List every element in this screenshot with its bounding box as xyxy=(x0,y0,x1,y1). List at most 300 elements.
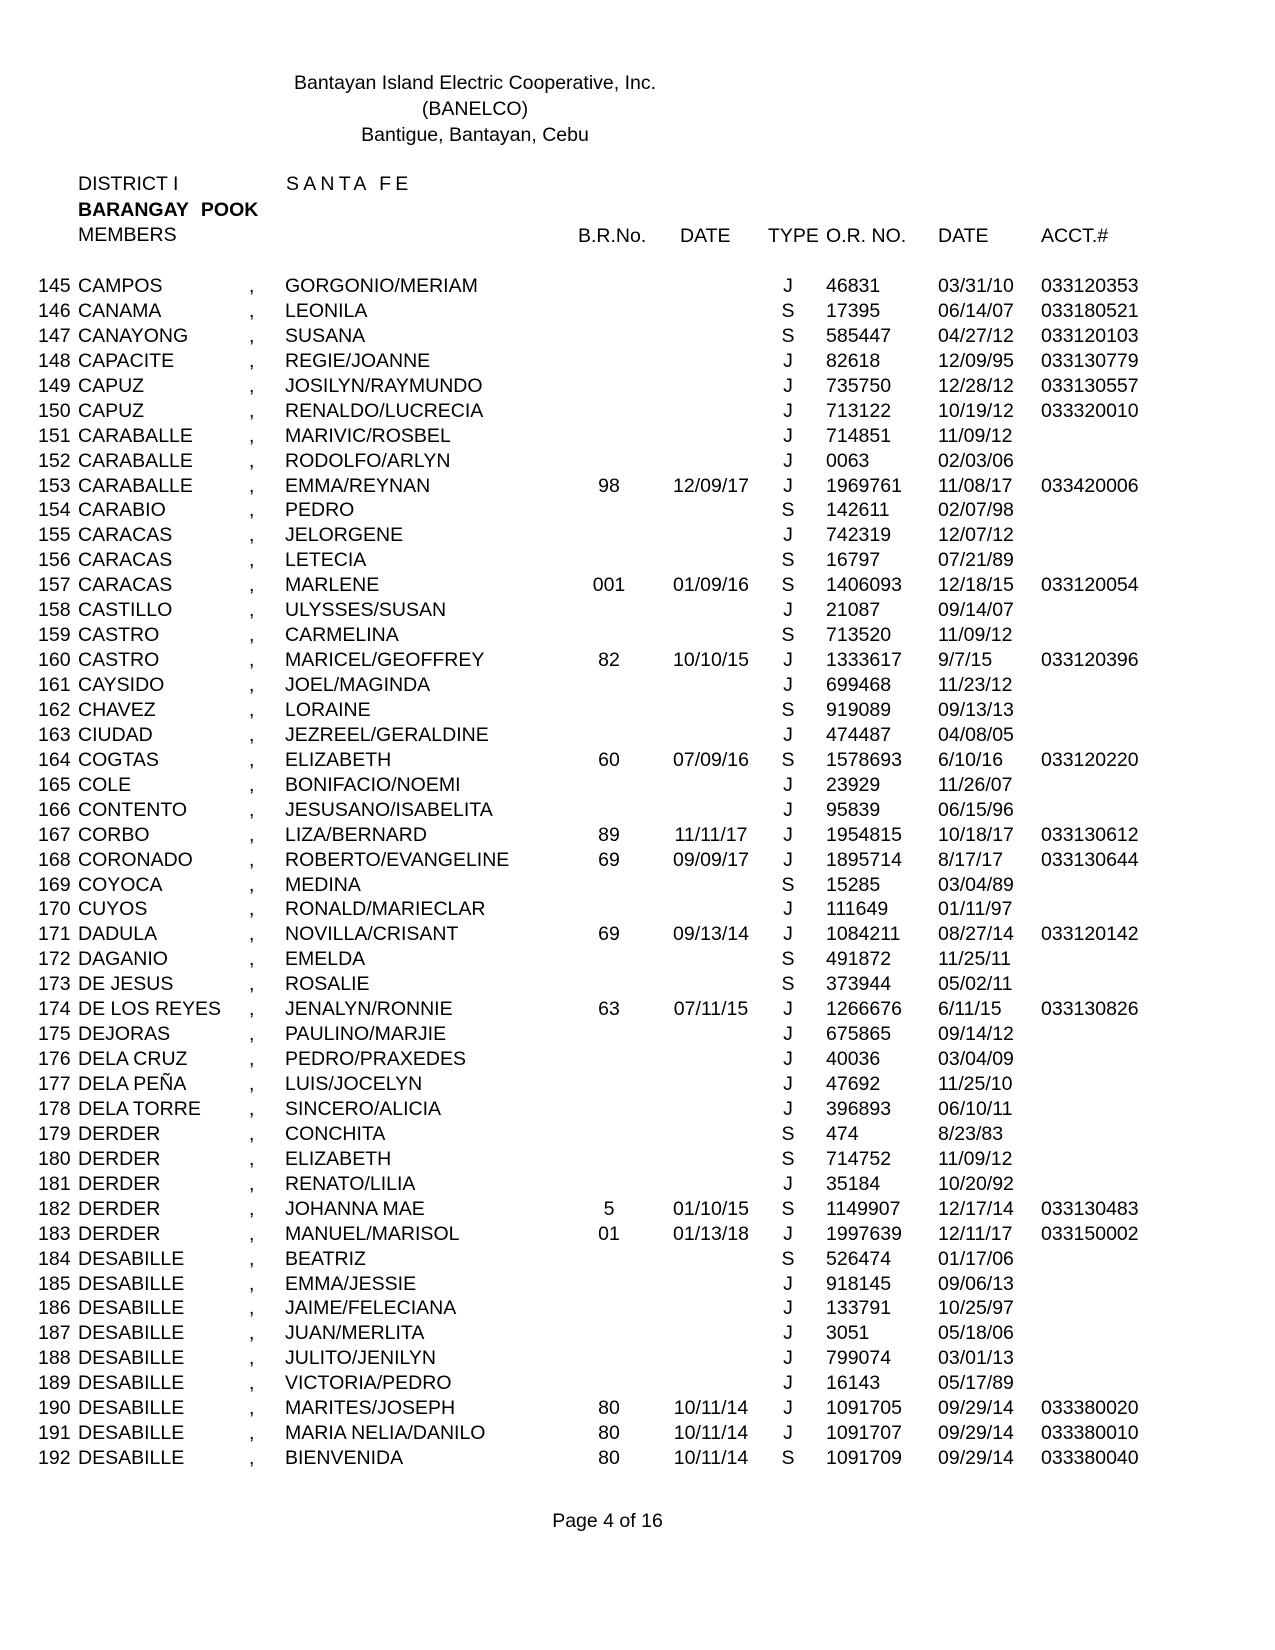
row-or-no: 23929 xyxy=(826,773,881,796)
row-type: S xyxy=(781,698,795,721)
row-first-name: LORAINE xyxy=(285,698,371,721)
row-separator: , xyxy=(249,1247,255,1270)
row-separator: , xyxy=(249,1372,255,1395)
row-br-no: 5 xyxy=(603,1197,615,1220)
row-or-date: 12/17/14 xyxy=(938,1197,1014,1220)
row-surname: CASTRO xyxy=(78,624,160,647)
row-or-no: 713122 xyxy=(826,399,892,422)
row-or-date: 09/14/12 xyxy=(938,1023,1014,1046)
row-type: S xyxy=(781,549,795,572)
row-seq-no: 155 xyxy=(38,524,71,547)
row-first-name: VICTORIA/PEDRO xyxy=(285,1372,452,1395)
row-or-date: 10/25/97 xyxy=(938,1297,1014,1320)
row-seq-no: 146 xyxy=(38,299,71,322)
row-surname: DESABILLE xyxy=(78,1247,185,1270)
row-seq-no: 181 xyxy=(38,1172,71,1195)
table-row xyxy=(0,1272,1275,1297)
row-seq-no: 151 xyxy=(38,424,71,447)
row-acct-no: 033130779 xyxy=(1041,349,1139,372)
row-type: J xyxy=(783,1347,793,1370)
row-separator: , xyxy=(249,1122,255,1145)
row-first-name: MARIA NELIA/DANILO xyxy=(285,1422,486,1445)
column-header-or-date: DATE xyxy=(938,225,989,247)
row-or-no: 21087 xyxy=(826,599,881,622)
row-separator: , xyxy=(249,449,255,472)
row-separator: , xyxy=(249,873,255,896)
row-type: J xyxy=(783,474,793,497)
row-first-name: ROBERTO/EVANGELINE xyxy=(285,848,510,871)
row-first-name: JOSILYN/RAYMUNDO xyxy=(285,374,483,397)
row-separator: , xyxy=(249,1097,255,1120)
row-surname: CIUDAD xyxy=(78,723,153,746)
row-surname: CHAVEZ xyxy=(78,698,156,721)
row-type: S xyxy=(781,499,795,522)
row-surname: DESABILLE xyxy=(78,1447,185,1470)
row-acct-no: 033130612 xyxy=(1041,823,1139,846)
row-first-name: JESUSANO/ISABELITA xyxy=(285,798,493,821)
row-or-date: 11/09/12 xyxy=(938,624,1013,647)
row-surname: DESABILLE xyxy=(78,1297,185,1320)
row-br-date: 10/11/14 xyxy=(673,1422,749,1445)
row-br-date: 09/13/14 xyxy=(673,923,749,946)
row-type: S xyxy=(781,574,795,597)
row-first-name: BIENVENIDA xyxy=(285,1447,404,1470)
row-or-no: 373944 xyxy=(826,973,892,996)
row-seq-no: 158 xyxy=(38,599,71,622)
row-or-date: 09/29/14 xyxy=(938,1422,1014,1445)
row-seq-no: 165 xyxy=(38,773,71,796)
row-seq-no: 177 xyxy=(38,1073,71,1095)
barangay-row xyxy=(78,198,259,224)
row-type: J xyxy=(783,374,793,397)
row-seq-no: 154 xyxy=(38,499,71,522)
row-first-name: PEDRO xyxy=(285,499,355,522)
row-separator: , xyxy=(249,1422,255,1445)
row-or-no: 111649 xyxy=(826,898,889,921)
row-type: J xyxy=(783,898,793,921)
row-or-no: 713520 xyxy=(826,624,892,647)
row-or-date: 07/21/89 xyxy=(938,549,1014,572)
row-surname: COLE xyxy=(78,773,132,796)
row-seq-no: 161 xyxy=(38,674,71,696)
row-surname: CARABALLE xyxy=(78,449,193,472)
row-or-no: 1406093 xyxy=(826,574,902,597)
row-or-no: 1149907 xyxy=(826,1197,901,1220)
row-first-name: MARLENE xyxy=(285,574,380,597)
row-or-no: 1895714 xyxy=(826,848,902,871)
row-acct-no: 033380040 xyxy=(1041,1447,1139,1470)
row-surname: CANAYONG xyxy=(78,324,189,347)
row-type: J xyxy=(783,773,793,796)
row-br-date: 10/11/14 xyxy=(673,1397,749,1420)
row-surname: DESABILLE xyxy=(78,1272,185,1295)
row-or-date: 12/18/15 xyxy=(938,574,1014,597)
row-type: S xyxy=(781,1247,795,1270)
row-separator: , xyxy=(249,299,255,322)
row-separator: , xyxy=(249,599,255,622)
row-or-no: 799074 xyxy=(826,1347,892,1370)
table-row xyxy=(0,299,1275,324)
row-type: J xyxy=(783,823,793,846)
barangay-heading xyxy=(78,198,258,224)
row-br-date: 07/09/16 xyxy=(673,748,749,771)
row-br-no: 001 xyxy=(592,574,626,597)
row-surname: CAPUZ xyxy=(78,399,145,422)
row-or-date: 05/02/11 xyxy=(938,973,1013,996)
table-row xyxy=(0,972,1275,997)
row-seq-no: 173 xyxy=(38,973,71,996)
row-or-date: 11/25/11 xyxy=(938,948,1012,971)
row-seq-no: 169 xyxy=(38,873,71,896)
row-surname: DELA CRUZ xyxy=(78,1048,188,1071)
row-surname: CARABALLE xyxy=(78,424,193,447)
row-type: J xyxy=(783,399,793,422)
table-row xyxy=(0,748,1275,773)
row-separator: , xyxy=(249,823,255,846)
row-type: S xyxy=(781,1122,795,1145)
row-type: J xyxy=(783,1222,793,1245)
row-seq-no: 153 xyxy=(38,474,71,497)
table-row xyxy=(0,498,1275,523)
row-first-name: LUIS/JOCELYN xyxy=(285,1073,423,1095)
row-surname: DE JESUS xyxy=(78,973,174,996)
row-separator: , xyxy=(249,698,255,721)
row-acct-no: 033120103 xyxy=(1041,324,1139,347)
row-first-name: GORGONIO/MERIAM xyxy=(285,275,478,297)
row-seq-no: 175 xyxy=(38,1023,71,1046)
row-or-date: 09/06/13 xyxy=(938,1272,1014,1295)
row-first-name: JEZREEL/GERALDINE xyxy=(285,723,489,746)
row-type: J xyxy=(783,923,793,946)
row-or-no: 714851 xyxy=(826,424,892,447)
row-separator: , xyxy=(249,1048,255,1071)
row-br-no: 69 xyxy=(598,923,620,946)
row-separator: , xyxy=(249,1222,255,1245)
row-surname: DEJORAS xyxy=(78,1023,171,1046)
row-first-name: ELIZABETH xyxy=(285,748,392,771)
table-row xyxy=(0,548,1275,573)
row-br-no: 69 xyxy=(598,848,620,871)
row-first-name: SINCERO/ALICIA xyxy=(285,1097,442,1120)
row-or-date: 06/14/07 xyxy=(938,299,1014,322)
company-acronym: (BANELCO) xyxy=(421,98,529,120)
row-or-date: 06/10/11 xyxy=(938,1097,1013,1120)
row-or-no: 699468 xyxy=(826,674,892,696)
row-separator: , xyxy=(249,998,255,1021)
row-seq-no: 160 xyxy=(38,649,71,672)
row-or-no: 133791 xyxy=(826,1297,892,1320)
row-first-name: EMELDA xyxy=(285,948,366,971)
row-acct-no: 033320010 xyxy=(1041,399,1139,422)
row-or-no: 17395 xyxy=(826,299,881,322)
row-surname: DADULA xyxy=(78,923,158,946)
table-row xyxy=(0,1371,1275,1396)
row-br-date: 01/09/16 xyxy=(673,574,749,597)
row-type: J xyxy=(783,798,793,821)
row-br-date: 11/11/17 xyxy=(674,823,748,846)
column-header-br-date: DATE xyxy=(680,225,731,247)
row-separator: , xyxy=(249,1023,255,1046)
row-separator: , xyxy=(249,773,255,796)
row-surname: CAPACITE xyxy=(78,349,175,372)
row-or-no: 0063 xyxy=(826,449,870,472)
row-seq-no: 147 xyxy=(38,324,71,347)
table-column-headers xyxy=(0,225,1275,251)
row-or-date: 10/18/17 xyxy=(938,823,1014,846)
row-br-no: 98 xyxy=(598,474,620,497)
row-or-date: 12/11/17 xyxy=(938,1222,1013,1245)
row-first-name: MARIVIC/ROSBEL xyxy=(285,424,451,447)
table-row xyxy=(0,324,1275,349)
row-or-no: 396893 xyxy=(826,1097,892,1120)
table-row xyxy=(0,1197,1275,1222)
table-row xyxy=(0,1147,1275,1172)
row-or-no: 918145 xyxy=(826,1272,892,1295)
row-separator: , xyxy=(249,524,255,547)
row-seq-no: 152 xyxy=(38,449,71,472)
row-separator: , xyxy=(249,1397,255,1420)
row-or-no: 47692 xyxy=(826,1073,881,1095)
district-row xyxy=(78,172,413,198)
row-separator: , xyxy=(249,1447,255,1470)
row-separator: , xyxy=(249,374,255,397)
row-first-name: JOHANNA MAE xyxy=(285,1197,425,1220)
row-first-name: CARMELINA xyxy=(285,624,399,647)
row-surname: DELA TORRE xyxy=(78,1097,201,1120)
row-separator: , xyxy=(249,474,255,497)
row-or-date: 11/23/12 xyxy=(938,674,1013,696)
row-first-name: EMMA/JESSIE xyxy=(285,1272,417,1295)
row-surname: CAYSIDO xyxy=(78,674,165,696)
row-surname: CAMPOS xyxy=(78,275,163,297)
column-header-acct: ACCT.# xyxy=(1041,225,1109,247)
barangay-label: BARANGAY xyxy=(78,198,189,221)
row-seq-no: 189 xyxy=(38,1372,71,1395)
row-or-no: 714752 xyxy=(826,1147,892,1170)
row-seq-no: 182 xyxy=(38,1197,71,1220)
row-separator: , xyxy=(249,499,255,522)
row-or-no: 82618 xyxy=(826,349,881,372)
row-separator: , xyxy=(249,549,255,572)
row-surname: DERDER xyxy=(78,1172,161,1195)
row-separator: , xyxy=(249,275,255,297)
row-or-date: 9/7/15 xyxy=(938,649,993,672)
row-or-date: 03/04/89 xyxy=(938,873,1014,896)
row-br-no: 80 xyxy=(598,1447,620,1470)
row-br-date: 10/11/14 xyxy=(673,1447,749,1470)
row-or-date: 09/13/13 xyxy=(938,698,1014,721)
row-acct-no: 033130483 xyxy=(1041,1197,1139,1220)
table-row xyxy=(0,399,1275,424)
row-type: S xyxy=(781,973,795,996)
row-seq-no: 192 xyxy=(38,1447,71,1470)
row-surname: DELA PEÑA xyxy=(78,1073,187,1095)
row-type: J xyxy=(783,1023,793,1046)
row-seq-no: 174 xyxy=(38,998,71,1021)
row-or-date: 6/10/16 xyxy=(938,748,1004,771)
row-br-date: 07/11/15 xyxy=(673,998,749,1021)
row-type: J xyxy=(783,1372,793,1395)
row-seq-no: 186 xyxy=(38,1297,71,1320)
table-row xyxy=(0,374,1275,399)
table-row xyxy=(0,673,1275,698)
row-separator: , xyxy=(249,1347,255,1370)
table-row xyxy=(0,997,1275,1022)
row-separator: , xyxy=(249,574,255,597)
row-or-no: 474 xyxy=(826,1122,859,1145)
table-row xyxy=(0,1247,1275,1272)
table-row xyxy=(0,848,1275,873)
row-or-no: 3051 xyxy=(826,1322,870,1345)
row-seq-no: 176 xyxy=(38,1048,71,1071)
row-separator: , xyxy=(249,848,255,871)
row-surname: DERDER xyxy=(78,1222,161,1245)
row-type: J xyxy=(783,599,793,622)
row-surname: DESABILLE xyxy=(78,1372,185,1395)
row-or-no: 1997639 xyxy=(826,1222,902,1245)
row-acct-no: 033120353 xyxy=(1041,275,1139,297)
table-row xyxy=(0,424,1275,449)
row-seq-no: 145 xyxy=(38,275,71,297)
row-or-date: 03/04/09 xyxy=(938,1048,1014,1071)
table-row xyxy=(0,1421,1275,1446)
row-seq-no: 179 xyxy=(38,1122,71,1145)
row-separator: , xyxy=(249,923,255,946)
row-or-no: 526474 xyxy=(826,1247,892,1270)
table-row xyxy=(0,598,1275,623)
row-separator: , xyxy=(249,1073,255,1095)
row-seq-no: 162 xyxy=(38,698,71,721)
row-surname: CARACAS xyxy=(78,574,173,597)
row-or-date: 10/20/92 xyxy=(938,1172,1014,1195)
row-or-date: 01/17/06 xyxy=(938,1247,1014,1270)
row-seq-no: 166 xyxy=(38,798,71,821)
row-or-date: 02/03/06 xyxy=(938,449,1014,472)
row-surname: CASTRO xyxy=(78,649,160,672)
row-or-date: 11/09/12 xyxy=(938,424,1013,447)
table-row xyxy=(0,873,1275,898)
table-row xyxy=(0,922,1275,947)
row-br-date: 10/10/15 xyxy=(673,649,749,672)
row-separator: , xyxy=(249,948,255,971)
table-row xyxy=(0,798,1275,823)
row-acct-no: 033380010 xyxy=(1041,1422,1139,1445)
row-surname: CUYOS xyxy=(78,898,148,921)
table-row xyxy=(0,1122,1275,1147)
row-separator: , xyxy=(249,324,255,347)
row-first-name: CONCHITA xyxy=(285,1122,386,1145)
row-seq-no: 172 xyxy=(38,948,71,971)
row-or-date: 8/17/17 xyxy=(938,848,1004,871)
row-or-no: 15285 xyxy=(826,873,881,896)
table-row xyxy=(0,1097,1275,1122)
table-row xyxy=(0,947,1275,972)
row-surname: CANAMA xyxy=(78,299,162,322)
row-surname: CONTENTO xyxy=(78,798,188,821)
row-or-no: 1084211 xyxy=(826,923,901,946)
row-first-name: ROSALIE xyxy=(285,973,370,996)
column-header-type: TYPE xyxy=(768,225,819,247)
row-or-no: 919089 xyxy=(826,698,892,721)
row-seq-no: 185 xyxy=(38,1272,71,1295)
row-separator: , xyxy=(249,399,255,422)
row-type: S xyxy=(781,324,795,347)
row-type: S xyxy=(781,748,795,771)
row-acct-no: 033130557 xyxy=(1041,374,1139,397)
row-or-no: 675865 xyxy=(826,1023,892,1046)
row-type: S xyxy=(781,299,795,322)
row-separator: , xyxy=(249,649,255,672)
table-row xyxy=(0,523,1275,548)
letterhead xyxy=(0,70,950,148)
row-seq-no: 188 xyxy=(38,1347,71,1370)
row-seq-no: 167 xyxy=(38,823,71,846)
row-surname: DESABILLE xyxy=(78,1322,185,1345)
row-seq-no: 156 xyxy=(38,549,71,572)
row-or-no: 1091705 xyxy=(826,1397,902,1420)
row-acct-no: 033130826 xyxy=(1041,998,1139,1021)
row-surname: CASTILLO xyxy=(78,599,173,622)
row-acct-no: 033420006 xyxy=(1041,474,1139,497)
row-seq-no: 170 xyxy=(38,898,71,921)
district-label: DISTRICT I xyxy=(78,173,179,195)
row-first-name: JOEL/MAGINDA xyxy=(285,674,431,696)
row-type: J xyxy=(783,1397,793,1420)
row-acct-no: 033120054 xyxy=(1041,574,1139,597)
row-or-date: 10/19/12 xyxy=(938,399,1014,422)
row-seq-no: 184 xyxy=(38,1247,71,1270)
table-row xyxy=(0,474,1275,499)
row-first-name: JULITO/JENILYN xyxy=(285,1347,436,1370)
table-row xyxy=(0,1072,1275,1097)
row-br-no: 89 xyxy=(598,823,620,846)
row-or-date: 12/28/12 xyxy=(938,374,1014,397)
row-first-name: PAULINO/MARJIE xyxy=(285,1023,447,1046)
row-surname: COYOCA xyxy=(78,873,163,896)
row-or-date: 8/23/83 xyxy=(938,1122,1004,1145)
table-row xyxy=(0,1296,1275,1321)
row-seq-no: 163 xyxy=(38,723,71,746)
row-or-no: 16143 xyxy=(826,1372,881,1395)
row-br-no: 63 xyxy=(598,998,620,1021)
row-type: S xyxy=(781,1147,795,1170)
row-or-date: 11/08/17 xyxy=(938,474,1013,497)
row-br-date: 12/09/17 xyxy=(673,474,749,497)
row-or-date: 08/27/14 xyxy=(938,923,1014,946)
row-type: J xyxy=(783,349,793,372)
row-or-no: 46831 xyxy=(826,275,881,297)
row-or-date: 04/27/12 xyxy=(938,324,1014,347)
row-first-name: JENALYN/RONNIE xyxy=(285,998,453,1021)
row-acct-no: 033120220 xyxy=(1041,748,1139,771)
table-row xyxy=(0,897,1275,922)
row-type: J xyxy=(783,649,793,672)
row-or-date: 01/11/97 xyxy=(938,898,1013,921)
table-row xyxy=(0,349,1275,374)
row-or-date: 05/17/89 xyxy=(938,1372,1014,1395)
row-first-name: ULYSSES/SUSAN xyxy=(285,599,447,622)
row-or-date: 11/25/10 xyxy=(938,1073,1013,1095)
company-name: Bantayan Island Electric Cooperative, Inc. xyxy=(293,72,657,94)
row-or-no: 1954815 xyxy=(826,823,902,846)
row-or-no: 1578693 xyxy=(826,748,902,771)
row-br-no: 60 xyxy=(598,748,620,771)
row-first-name: RONALD/MARIECLAR xyxy=(285,898,486,921)
table-row xyxy=(0,823,1275,848)
row-first-name: MARICEL/GEOFFREY xyxy=(285,649,485,672)
row-or-date: 04/08/05 xyxy=(938,723,1014,746)
row-or-no: 1969761 xyxy=(826,474,902,497)
